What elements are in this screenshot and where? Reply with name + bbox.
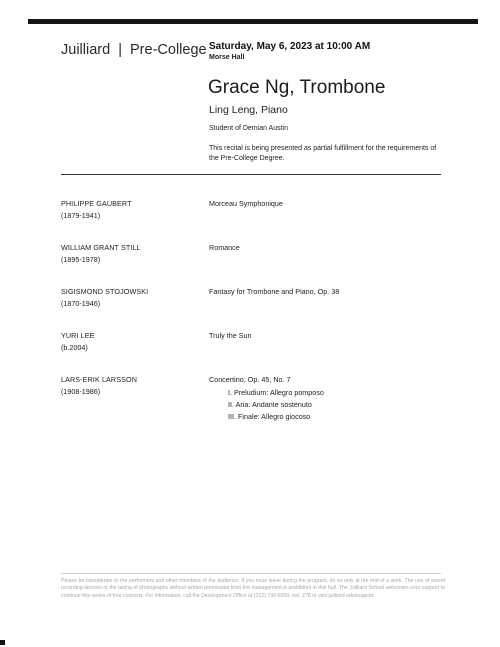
degree-note: This recital is being presented as partial fulfillment for the requirements of the Pre-College Degree. — [209, 145, 437, 162]
brand-precollege: Pre-College — [130, 42, 207, 58]
work-title: Morceau Symphonique — [209, 199, 283, 208]
movement-list — [228, 387, 324, 423]
section-divider — [61, 174, 441, 175]
movement-item: I. Preludium: Allegro pomposo — [228, 388, 324, 397]
movement-item: II. Aria: Andante sostenuto — [228, 400, 312, 409]
accompanist-name: Ling Leng, Piano — [209, 104, 288, 116]
composer-dates: (b.2004) — [61, 343, 88, 352]
footer-divider — [61, 573, 441, 574]
brand-juilliard: Juilliard — [61, 42, 111, 58]
brand-separator: | — [118, 42, 122, 58]
teacher-credit: Student of Demian Austin — [209, 125, 288, 132]
composer-name: YURI LEE — [61, 331, 95, 340]
work-title: Romance — [209, 243, 240, 252]
scan-corner-mark — [0, 640, 5, 645]
composer-dates: (1908-1986) — [61, 387, 101, 396]
movement-item: III. Finale: Allegro giocoso — [228, 412, 311, 421]
work-title: Truly the Sun — [209, 331, 252, 340]
composer-dates: (1879-1941) — [61, 211, 101, 220]
top-rule — [28, 19, 478, 24]
juilliard-precollege-logo — [61, 42, 207, 58]
audience-disclaimer: Please be considerate to the performers and other members of the audience. If you must leave during the program, do so only at the end of a work. The use of sound recording devices or the taking of photographs without written permission from the management is prohibited in this hall. The Juilliard School welcomes your support to continue this series of free concerts. For information, call the Development Office at (212) 799-5000, ext. 278 or visit juilliard.edu/support. — [61, 578, 445, 599]
composer-name: SIGISMOND STOJOWSKI — [61, 287, 149, 296]
work-title: Fantasy for Trombone and Piano, Op. 38 — [209, 287, 340, 296]
composer-name: WILLIAM GRANT STILL — [61, 243, 141, 252]
composer-dates: (1870-1946) — [61, 299, 101, 308]
composer-name: LARS-ERIK LARSSON — [61, 375, 137, 384]
composer-name: PHILIPPE GAUBERT — [61, 199, 132, 208]
composer-dates: (1895-1978) — [61, 255, 101, 264]
event-venue: Morse Hall — [209, 54, 245, 61]
work-title: Concertino, Op. 45, No. 7 — [209, 375, 291, 384]
performer-name: Grace Ng, Trombone — [208, 77, 386, 98]
event-date-time: Saturday, May 6, 2023 at 10:00 AM — [209, 41, 371, 52]
